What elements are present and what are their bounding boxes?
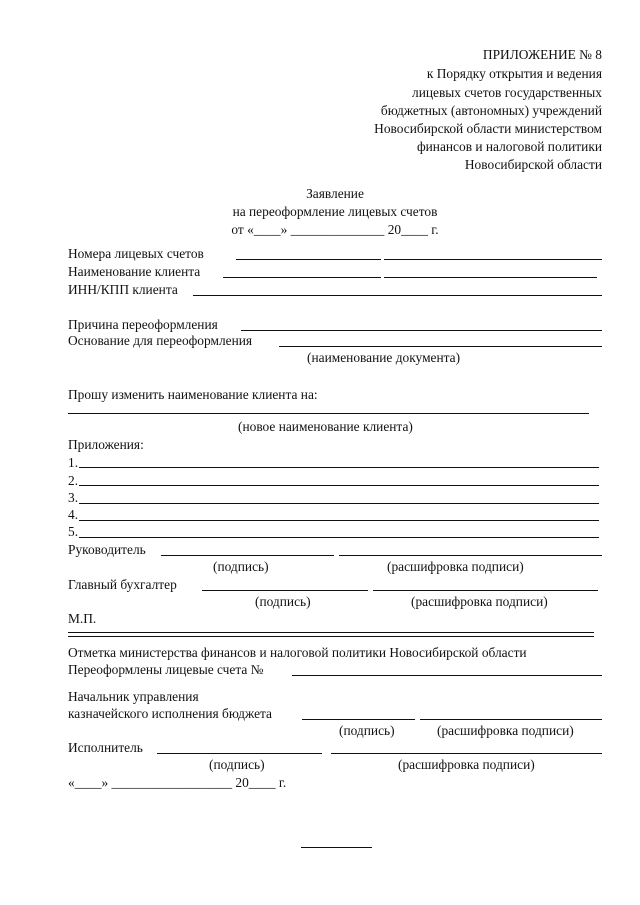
- attachment-line: [381, 520, 599, 521]
- chief-signature-line: [302, 719, 415, 720]
- chief-label-line2: казначейского исполнения бюджета: [68, 706, 272, 721]
- header-line: к Порядку открытия и ведения: [426, 66, 602, 81]
- executor-signature-line: [157, 753, 322, 754]
- client-name-line-a: [223, 277, 381, 278]
- attachment-number: 3.: [68, 490, 79, 505]
- ministry-mark: Отметка министерства финансов и налоговой политики Новосибирской области: [68, 645, 527, 660]
- decoding-caption: (расшифровка подписи): [398, 757, 535, 772]
- attachment-line: [381, 467, 599, 468]
- accounts-label: Номера лицевых счетов: [68, 246, 204, 261]
- accounts-line-a: [236, 259, 381, 260]
- accounts-line-b: [384, 259, 602, 260]
- header-line: Новосибирской области министерством: [374, 121, 602, 136]
- inn-kpp-label: ИНН/КПП клиента: [68, 282, 178, 297]
- reissued-label: Переоформлены лицевые счета №: [68, 662, 264, 677]
- attachments-label: Приложения:: [68, 437, 144, 452]
- attachment-line: [79, 467, 306, 468]
- attachment-number: 4.: [68, 507, 79, 522]
- new-name-caption: (новое наименование клиента): [238, 419, 413, 434]
- chief-label-line1: Начальник управления: [68, 689, 199, 704]
- attachment-line: [306, 467, 381, 468]
- signature-caption: (подпись): [213, 559, 269, 574]
- decoding-caption: (расшифровка подписи): [411, 594, 548, 609]
- head-label: Руководитель: [68, 542, 146, 557]
- chief-accountant-signature-line: [202, 590, 368, 591]
- signature-caption: (подпись): [209, 757, 265, 772]
- decoding-caption: (расшифровка подписи): [437, 723, 574, 738]
- footer-rule: [301, 847, 372, 848]
- executor-label: Исполнитель: [68, 740, 143, 755]
- reason-line-a: [241, 330, 391, 331]
- header-line: Новосибирской области: [464, 157, 602, 172]
- attachment-line: [381, 503, 599, 504]
- reissued-line: [292, 675, 602, 676]
- chief-accountant-label: Главный бухгалтер: [68, 577, 177, 592]
- attachment-number: 2.: [68, 473, 79, 488]
- signature-caption: (подпись): [339, 723, 395, 738]
- document-subtitle: на переоформление лицевых счетов: [232, 204, 438, 219]
- chief-decoding-line: [420, 719, 602, 720]
- decoding-caption: (расшифровка подписи): [387, 559, 524, 574]
- basis-line: [279, 346, 602, 347]
- basis-label: Основание для переоформления: [68, 333, 253, 348]
- document-date: от «____» ______________ 20____ г.: [231, 222, 439, 237]
- attachment-line: [79, 520, 381, 521]
- inn-kpp-line-a: [193, 295, 398, 296]
- head-signature-line: [161, 555, 334, 556]
- reason-line-b: [391, 330, 602, 331]
- attachment-line: [79, 503, 381, 504]
- attachment-number: 1.: [68, 455, 79, 470]
- attachment-line: [381, 537, 599, 538]
- stamp-label: М.П.: [68, 611, 97, 626]
- header-line: бюджетных (автономных) учреждений: [380, 103, 602, 118]
- signature-caption: (подпись): [255, 594, 311, 609]
- final-date: «____» __________________ 20____ г.: [68, 775, 287, 790]
- header-line: финансов и налоговой политики: [416, 139, 602, 154]
- executor-decoding-line: [331, 753, 602, 754]
- client-name-line-b: [384, 277, 597, 278]
- attachment-number: 5.: [68, 524, 79, 539]
- appendix-number: ПРИЛОЖЕНИЕ № 8: [482, 47, 602, 62]
- inn-kpp-line-b: [398, 295, 602, 296]
- basis-caption: (наименование документа): [307, 350, 461, 365]
- attachment-line: [79, 537, 381, 538]
- document-title: Заявление: [306, 186, 364, 201]
- head-decoding-line: [339, 555, 602, 556]
- separator: [68, 632, 594, 637]
- attachment-line: [381, 485, 599, 486]
- header-line: лицевых счетов государственных: [412, 85, 602, 100]
- new-name-line: [68, 413, 589, 414]
- client-name-label: Наименование клиента: [68, 264, 201, 279]
- attachment-line: [79, 485, 381, 486]
- request-text: Прошу изменить наименование клиента на:: [68, 387, 318, 402]
- reason-label: Причина переоформления: [68, 317, 218, 332]
- chief-accountant-decoding-line: [373, 590, 598, 591]
